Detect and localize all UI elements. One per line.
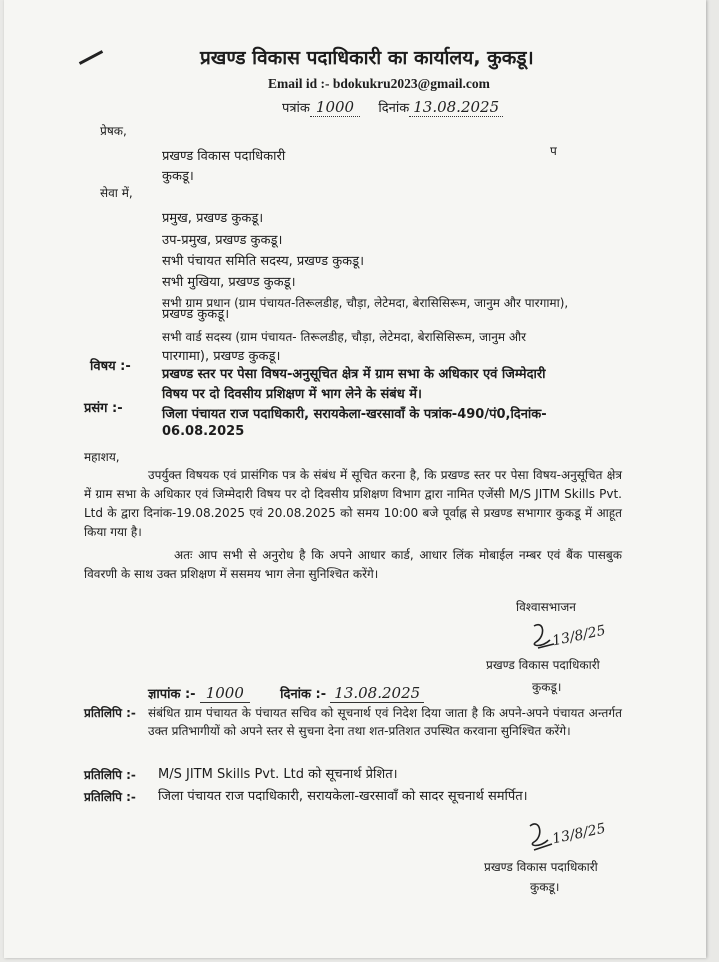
recipient-line: पारगामा), प्रखण्ड कुकडू। <box>162 349 281 364</box>
gyapank-label: ज्ञापांक :- <box>148 687 196 702</box>
sender-label: प्रेषक, <box>100 124 127 138</box>
gyapank-value: 1000 <box>200 684 250 703</box>
patrank-value: 1000 <box>310 98 360 117</box>
closing-place: कुकडू। <box>530 880 560 894</box>
copy-label: प्रतिलिपि :- <box>84 790 136 804</box>
recipient-line: सभी ग्राम प्रधान (ग्राम पंचायत-तिरूलडीह, चौड़ा, लेटेमदा, बेरासिसिरूम, जानुम और पारगामा), <box>162 296 569 310</box>
closing-designation: प्रखण्ड विकास पदाधिकारी <box>484 860 598 874</box>
sender-line-1: प्रखण्ड विकास पदाधिकारी <box>162 149 286 164</box>
letter-page <box>4 0 706 958</box>
recipient-line: प्रखण्ड कुकडू। <box>162 307 230 322</box>
reference-label: प्रसंग :- <box>84 401 123 416</box>
copy-label: प्रतिलिपि :- <box>84 706 136 720</box>
copy-label: प्रतिलिपि :- <box>84 768 136 782</box>
salutation: महाशय, <box>84 450 120 464</box>
memo-line <box>148 684 424 702</box>
recipient-line: प्रमुख, प्रखण्ड कुकडू। <box>162 211 264 226</box>
dinank-value: 13.08.2025 <box>409 98 503 117</box>
memo-dinank-value: 13.08.2025 <box>330 684 424 703</box>
closing-label: विश्वासभाजन <box>516 600 576 614</box>
body-paragraph-2: अतः आप सभी से अनुरोध है कि अपने आधार कार्ड, आधार लिंक मोबाईल नम्बर एवं बैंक पासबुक विवरणी के साथ उक्त प्रशिक्षण में ससमय भाग लेना सुनिश्चित करेंगे। <box>84 548 622 581</box>
copy-text: संबंधित ग्राम पंचायत के पंचायत सचिव को सूचनार्थ एवं निदेश दिया जाता है कि अपने-अपने पंचायत अन्तर्गत उक्त प्रतिभागीयों को अपने स्तर से सुचना देना तथा शत-प्रतिशत उपस्थित करवाना सुनिश्चित करेंगे। <box>148 706 622 738</box>
closing-place: कुकडू। <box>532 680 562 694</box>
recipient-line: सभी वार्ड सदस्य (ग्राम पंचायत- तिरूलडीह, चौड़ा, लेटेमदा, बेरासिसिरूम, जानुम और <box>162 330 527 344</box>
letter-number-line <box>282 98 503 116</box>
signature-date: 13/8/25 <box>550 622 608 650</box>
sender-line-2: कुकडू। <box>162 169 194 184</box>
reference-line-2: 06.08.2025 <box>162 424 245 439</box>
signature <box>522 816 612 862</box>
reference-line-1: जिला पंचायत राज पदाधिकारी, सरायकेला-खरसावाँ के पत्रांक-490/पं0,दिनांक- <box>162 407 547 422</box>
recipient-line: सभी मुखिया, प्रखण्ड कुकडू। <box>162 275 296 290</box>
memo-dinank-label: दिनांक :- <box>280 687 327 702</box>
recipients-label: सेवा में, <box>100 186 133 200</box>
closing-designation: प्रखण्ड विकास पदाधिकारी <box>486 658 600 672</box>
patrank-label: पत्रांक <box>282 101 310 116</box>
subject-line-1: प्रखण्ड स्तर पर पेसा विषय-अनुसूचित क्षेत्र में ग्राम सभा के अधिकार एवं जिम्मेदारी <box>162 367 546 382</box>
subject-label: विषय :- <box>90 359 131 374</box>
body-paragraph-1: उपर्युक्त विषयक एवं प्रासंगिक पत्र के संबंध में सूचित करना है, कि प्रखण्ड स्तर पर पेसा विषय-अनुसूचित क्षेत्र में ग्राम सभा के अधिकार एवं जिम्मेदारी विषय पर दो दिवसीय प्रशिक्षण विभाग द्वारा नामित एजेंसी M/S JITM Skills Pvt. Ltd के द्वारा दिनांक-19.08.2025 एवं 20.08.2025 को समय 10:00 बजे पूर्वाह्न से प्रखण्ड सभागार कुकडू में आहूत किया गया है। <box>84 468 622 539</box>
dinank-label: दिनांक <box>378 101 410 116</box>
copy-text: जिला पंचायत राज पदाधिकारी, सरायकेला-खरसावाँ को सादर सूचनार्थ समर्पित। <box>158 789 528 804</box>
recipient-line: सभी पंचायत समिति सदस्य, प्रखण्ड कुकडू। <box>162 254 365 269</box>
margin-mark: प <box>550 144 557 158</box>
recipient-line: उप-प्रमुख, प्रखण्ड कुकडू। <box>162 233 283 248</box>
pen-mark <box>79 50 103 65</box>
subject-line-2: विषय पर दो दिवसीय प्रशिक्षण में भाग लेने के संबंध में। <box>162 387 422 402</box>
copy-text: M/S JITM Skills Pvt. Ltd को सूचनार्थ प्रेशित। <box>158 767 398 782</box>
email-line: Email id :- bdokukru2023@gmail.com <box>268 76 490 91</box>
office-title: प्रखण्ड विकास पदाधिकारी का कार्यालय, कुकडू। <box>200 47 534 69</box>
signature-date: 13/8/25 <box>550 820 608 848</box>
